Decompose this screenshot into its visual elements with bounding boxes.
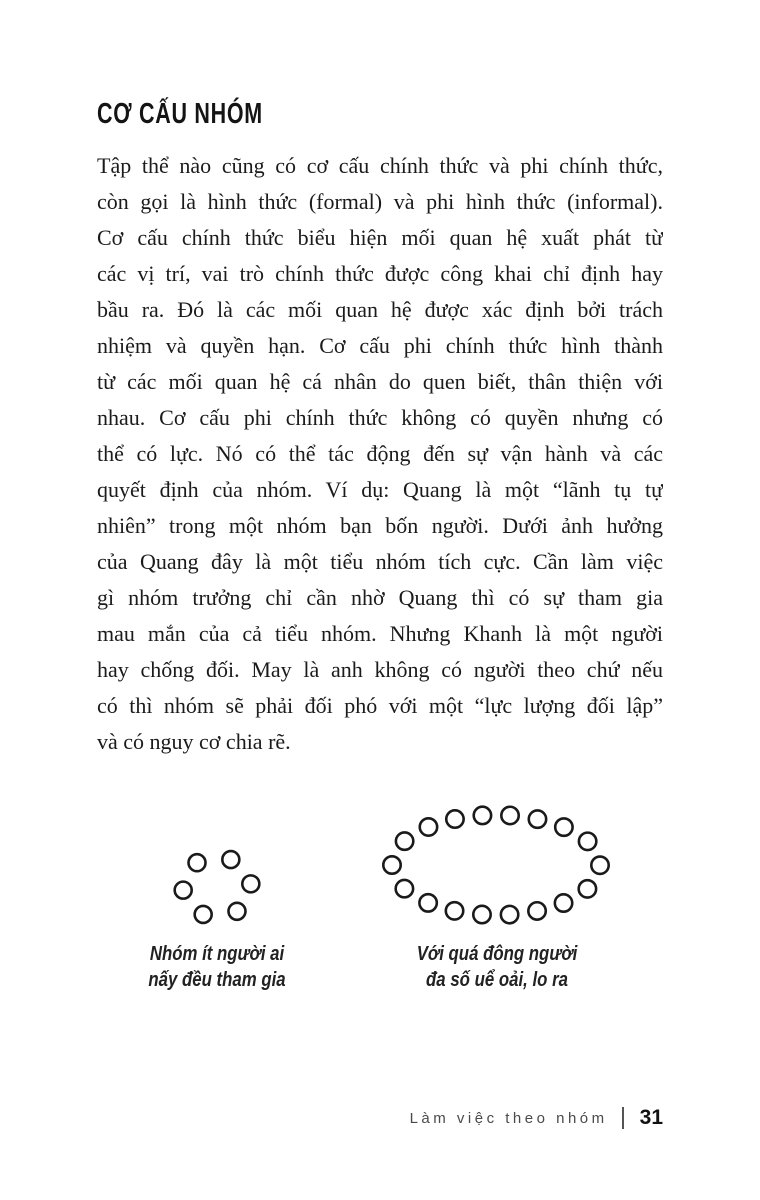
member-circle: [446, 810, 463, 827]
body-line: bầu ra. Đó là các mối quan hệ được xác định bởi trách: [97, 297, 663, 322]
body-line: các vị trí, vai trò chính thức được công khai chỉ định hay: [97, 261, 663, 286]
body-line: Tập thể nào cũng có cơ cấu chính thức và phi chính thức,: [97, 153, 663, 178]
member-circle: [579, 880, 596, 897]
member-circle: [396, 880, 413, 897]
member-circle: [446, 902, 463, 919]
member-circle: [396, 832, 413, 849]
body-paragraph: [97, 148, 663, 760]
body-line: mau mắn của cả tiểu nhóm. Nhưng Khanh là một người: [97, 621, 663, 646]
member-circle: [501, 906, 518, 923]
member-circle: [529, 810, 546, 827]
body-line: hay chống đối. May là anh không có người theo chứ nếu: [97, 657, 663, 682]
member-circle: [189, 854, 206, 871]
member-circle: [555, 894, 572, 911]
member-circle: [474, 807, 491, 824]
small-group-caption: [125, 941, 310, 993]
body-line: có thì nhóm sẽ phải đối phó với một “lực lượng đối lập”: [97, 693, 663, 718]
member-circle: [501, 807, 518, 824]
member-circle: [195, 906, 212, 923]
body-line: nhiệm và quyền hạn. Cơ cấu phi chính thức hình thành: [97, 333, 663, 358]
member-circle: [473, 906, 490, 923]
member-circle: [383, 856, 400, 873]
running-title: Làm việc theo nhóm: [409, 1109, 608, 1127]
body-line: còn gọi là hình thức (formal) và phi hình thức (informal).: [97, 189, 663, 214]
caption-line: Với quá đông người: [416, 943, 578, 965]
large-group-diagram: [378, 798, 618, 933]
member-circle: [222, 851, 239, 868]
body-line: gì nhóm trưởng chỉ cần nhờ Quang thì có sự tham gia: [97, 585, 663, 610]
caption-line: Nhóm ít người ai: [149, 943, 285, 965]
body-line: nhiên” trong một nhóm bạn bốn người. Dưới ảnh hưởng: [97, 513, 663, 538]
member-circle: [419, 894, 436, 911]
large-group-caption: [405, 941, 590, 993]
page-footer: [410, 1106, 663, 1130]
member-circle: [420, 818, 437, 835]
body-line: nhau. Cơ cấu phi chính thức không có quyền nhưng có: [97, 405, 663, 430]
member-circle: [591, 857, 608, 874]
member-circle: [528, 902, 545, 919]
body-line: của Quang đây là một tiểu nhóm tích cực. Cần làm việc: [97, 549, 663, 574]
member-circle: [175, 882, 192, 899]
body-line: thể có lực. Nó có thể tác động đến sự vận hành và các: [97, 441, 663, 466]
small-group-diagram: [147, 838, 287, 943]
body-line: quyết định của nhóm. Ví dụ: Quang là một “lãnh tụ tự: [97, 477, 663, 502]
body-line: và có nguy cơ chia rẽ.: [97, 729, 291, 754]
member-circle: [228, 903, 245, 920]
caption-line: đa số uể oải, lo ra: [426, 969, 568, 991]
caption-line: nấy đều tham gia: [148, 969, 286, 991]
body-line: từ các mối quan hệ cá nhân do quen biết, thân thiện với: [97, 369, 663, 394]
section-heading: CƠ CẤU NHÓM: [97, 98, 263, 130]
member-circle: [555, 818, 572, 835]
body-line: Cơ cấu chính thức biểu hiện mối quan hệ xuất phát từ: [97, 225, 663, 250]
footer-divider: [622, 1107, 624, 1129]
page-number: 31: [639, 1106, 663, 1129]
member-circle: [579, 833, 596, 850]
member-circle: [242, 875, 259, 892]
